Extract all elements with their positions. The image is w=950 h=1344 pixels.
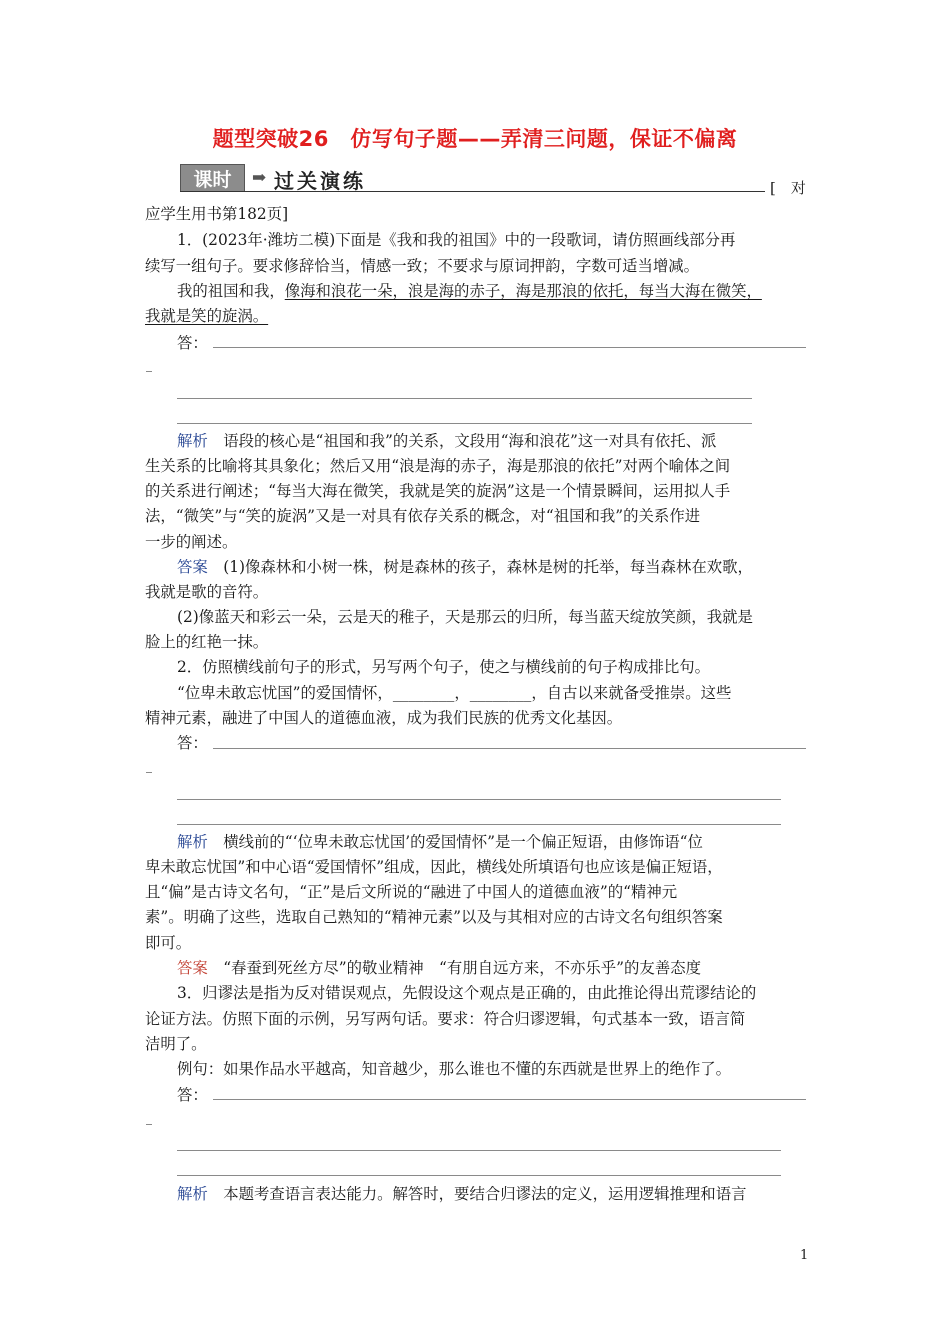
analysis-line: 一步的阐述。	[145, 533, 238, 551]
answer-label: 答：	[177, 334, 208, 352]
answer-line[interactable]	[213, 748, 806, 749]
analysis-line: 且“偏”是古诗文名句，“正”是后文所说的“融进了中国人的道德血液”的“精神元	[145, 883, 678, 901]
q1-underlined: 像海和浪花一朵，浪是海的赤子，海是那浪的依托，每当大海在微笑，	[284, 282, 762, 300]
answer-tag: 答案	[177, 558, 208, 576]
answer-key-line	[177, 958, 701, 978]
analysis-line: 素”。明确了这些，选取自己熟知的“精神元素”以及与其相对应的古诗文名句组织答案	[145, 908, 723, 926]
q3-line: 洁明了。	[145, 1035, 207, 1053]
answer-line-mark	[146, 371, 152, 372]
arrow-icon: ➡	[252, 168, 267, 188]
analysis-line: 的关系进行阐述；“每当大海在微笑，我就是笑的旋涡”这是一个情景瞬间，运用拟人手	[145, 482, 731, 500]
analysis-line: 即可。	[145, 934, 192, 952]
answer-line[interactable]	[177, 799, 781, 800]
analysis-text: 语段的核心是“祖国和我”的关系，文段用“海和浪花”这一对具有依托、派	[207, 432, 717, 450]
answer-line[interactable]	[177, 1175, 781, 1176]
answer-text: “春蚕到死丝方尽”的敬业精神 “有朋自远方来，不亦乐乎”的友善态度	[207, 959, 701, 977]
banner-title: 过关演练	[274, 169, 366, 193]
answer-tag: 答案	[177, 959, 208, 977]
analysis-line	[177, 431, 716, 451]
q3-line: 论证方法。仿照下面的示例，另写两句话。要求：符合归谬逻辑，句式基本一致，语言简	[145, 1010, 746, 1028]
q2-line: “位卑未敢忘忧国”的爱国情怀，________，________，自古以来就备受推崇。这些	[177, 684, 732, 702]
q1-line	[177, 281, 762, 301]
analysis-line: 生关系的比喻将其具象化；然后又用“浪是海的赤子，海是那浪的依托”对两个喻体之间	[145, 457, 731, 475]
banner-ref: [ 对	[770, 179, 806, 197]
answer-line[interactable]	[177, 824, 781, 825]
page-number: 1	[800, 1248, 809, 1263]
answer-key-line: (2)像蓝天和彩云一朵，云是天的稚子，天是那云的归所，每当蓝天绽放笑颜，我就是	[177, 608, 753, 626]
analysis-line: 法，“微笑”与“笑的旋涡”又是一对具有依存关系的概念，对“祖国和我”的关系作进	[145, 507, 701, 525]
analysis-line	[177, 1184, 746, 1204]
answer-label: 答：	[177, 1086, 208, 1104]
q1-underlined: 我就是笑的旋涡。	[145, 307, 269, 325]
analysis-line	[177, 832, 703, 852]
answer-key-line: 我就是歌的音符。	[145, 583, 269, 601]
answer-key-line: 脸上的红艳一抹。	[145, 633, 269, 651]
answer-line[interactable]	[213, 1099, 806, 1100]
answer-text: (1)像森林和小树一株，树是森林的孩子，森林是树的托举，每当森林在欢歌，	[207, 558, 753, 576]
q2-line: 精神元素，融进了中国人的道德血液，成为我们民族的优秀文化基因。	[145, 709, 623, 727]
answer-line[interactable]	[177, 398, 752, 399]
q3-example: 例句：如果作品水平越高，知音越少，那么谁也不懂的东西就是世界上的绝作了。	[177, 1060, 732, 1078]
analysis-tag: 解析	[177, 1185, 208, 1203]
analysis-tag: 解析	[177, 432, 208, 450]
analysis-tag: 解析	[177, 833, 208, 851]
q1-text: 我的祖国和我，	[177, 282, 285, 300]
answer-label: 答：	[177, 734, 208, 752]
q3-line: 3．归谬法是指为反对错误观点，先假设这个观点是正确的，由此推论得出荒谬结论的	[177, 984, 757, 1002]
banner-box: 课时	[180, 164, 245, 192]
page-title: 题型突破26 仿写句子题——弄清三问题，保证不偏离	[212, 127, 738, 151]
analysis-text: 本题考查语言表达能力。解答时，要结合归谬法的定义，运用逻辑推理和语言	[207, 1185, 747, 1203]
answer-line[interactable]	[177, 423, 752, 424]
banner-ref-cont: 应学生用书第182页]	[145, 205, 289, 223]
answer-line-mark	[146, 772, 152, 773]
analysis-text: 横线前的“‘位卑未敢忘忧国’的爱国情怀”是一个偏正短语，由修饰语“位	[207, 833, 703, 851]
answer-line-mark	[146, 1124, 152, 1125]
q1-line: 续写一组句子。要求修辞恰当，情感一致；不要求与原词押韵，字数可适当增减。	[145, 257, 700, 275]
answer-line[interactable]	[177, 1150, 781, 1151]
banner-rule	[180, 191, 765, 192]
q1-line: 1．(2023年·潍坊二模)下面是《我和我的祖国》中的一段歌词，请仿照画线部分再	[177, 231, 736, 249]
answer-line[interactable]	[213, 347, 806, 348]
analysis-line: 卑未敢忘忧国”和中心语“爱国情怀”组成，因此，横线处所填语句也应该是偏正短语，	[145, 858, 723, 876]
answer-key-line	[177, 557, 753, 577]
q2-line: 2．仿照横线前句子的形式，另写两个句子，使之与横线前的句子构成排比句。	[177, 658, 711, 676]
